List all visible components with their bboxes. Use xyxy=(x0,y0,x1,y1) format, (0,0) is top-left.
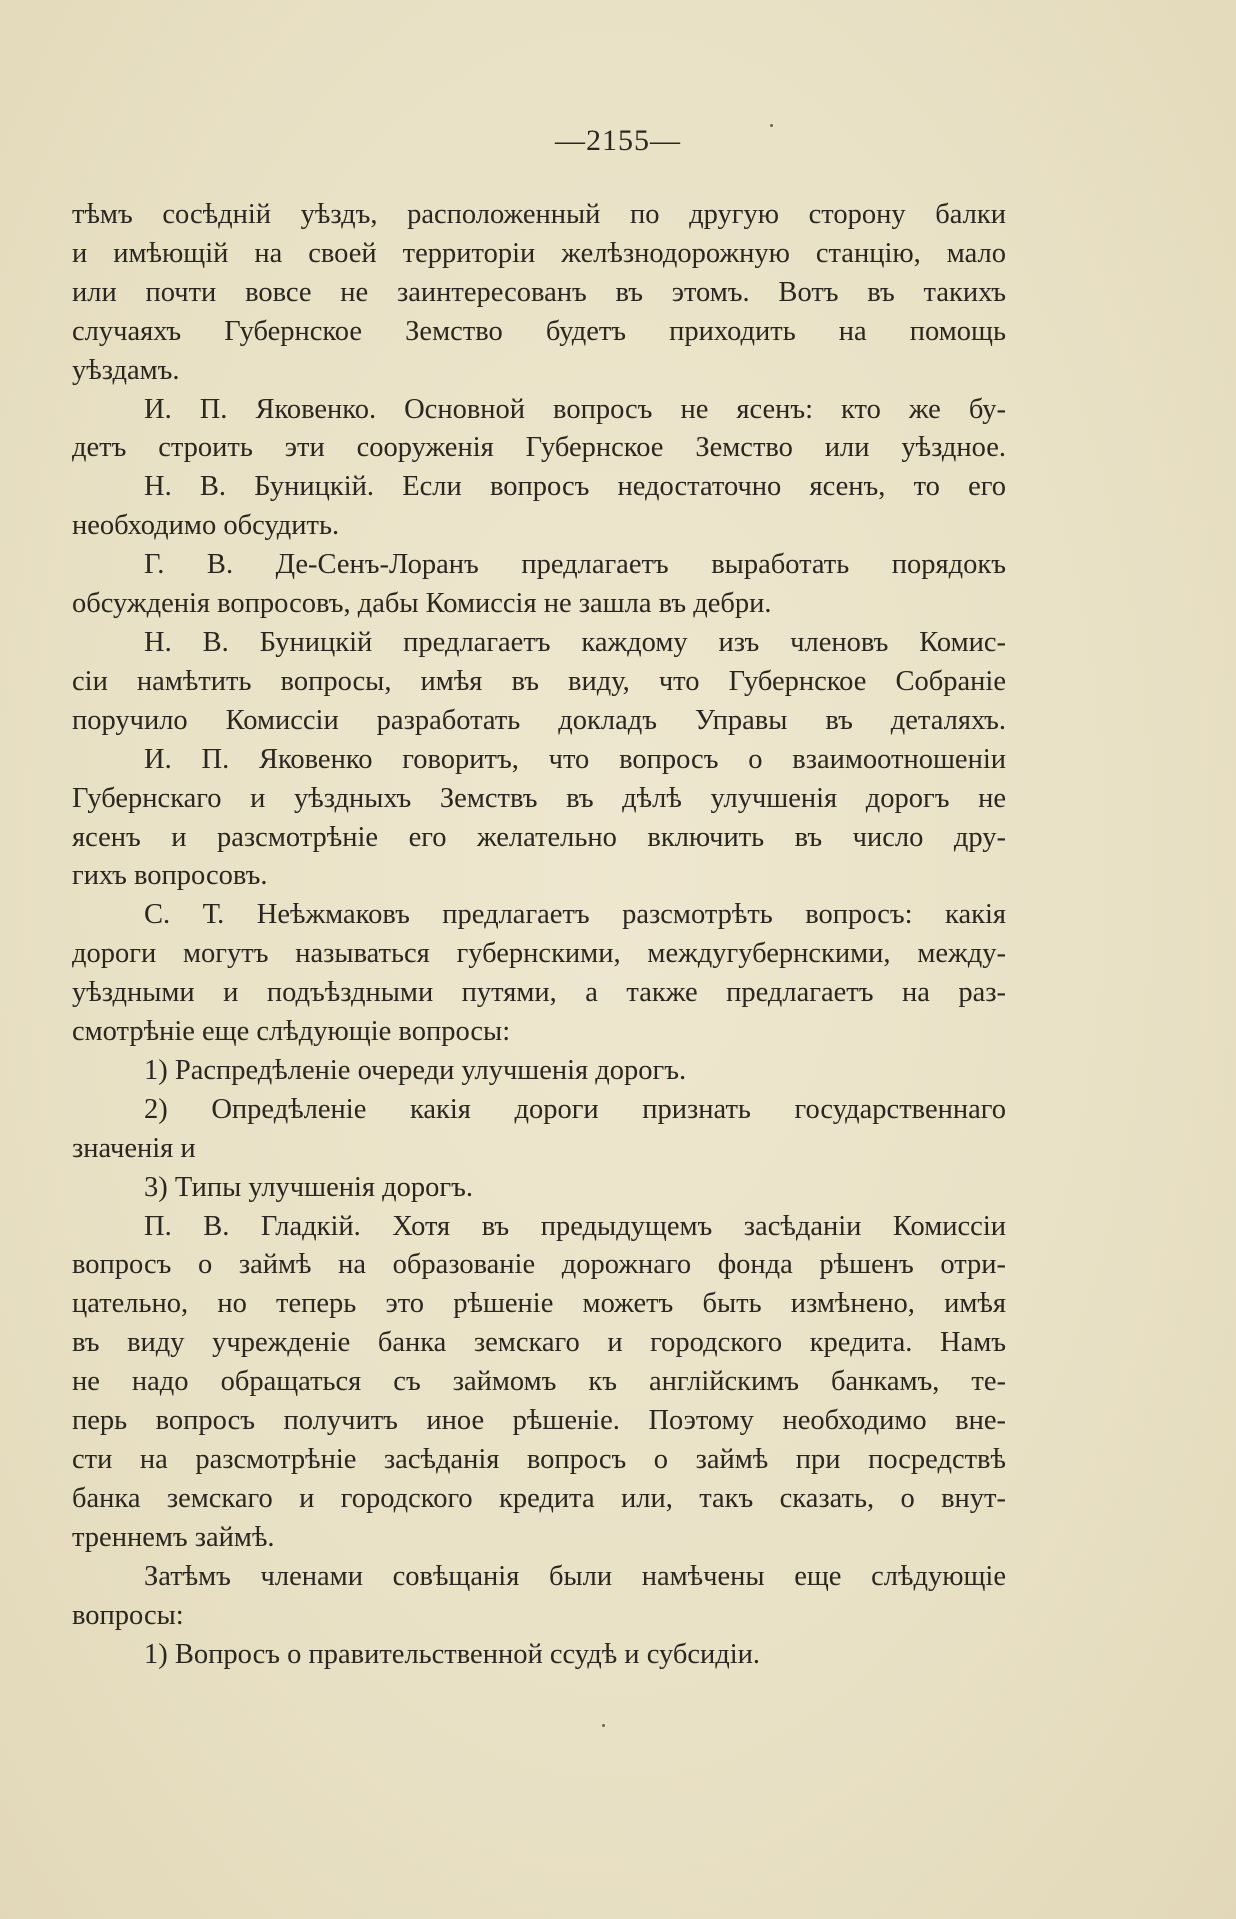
text-line: сти на разсмотрѣніе засѣданія вопросъ о займѣ при посредствѣ xyxy=(72,1444,1006,1475)
text-line: Затѣмъ членами совѣщанія были намѣчены еще слѣдующіе xyxy=(144,1560,1006,1592)
text-line: 1) Вопросъ о правительственной ссудѣ и субсидіи. xyxy=(144,1638,761,1670)
text-line: случаяхъ Губернское Земство будетъ приходить на помощь xyxy=(72,315,1006,347)
text-line: И. П. Яковенко говоритъ, что вопросъ о взаимоотношеніи xyxy=(144,743,1006,775)
text-line: смотрѣніе еще слѣдующіе вопросы: xyxy=(72,1016,511,1048)
text-line: не надо обращаться съ займомъ къ англійскимъ банкамъ, те- xyxy=(72,1366,1006,1398)
text-line: перь вопросъ получитъ иное рѣшеніе. Поэтому необходимо вне- xyxy=(72,1405,1006,1437)
text-line: тѣмъ сосѣдній уѣздъ, расположенный по другую сторону балки xyxy=(72,199,1006,230)
text-line: гихъ вопросовъ. xyxy=(72,860,268,892)
text-line: треннемъ займѣ. xyxy=(72,1521,275,1553)
text-line: вопросъ о займѣ на образованіе дорожнаго фонда рѣшенъ отри- xyxy=(72,1249,1006,1281)
page-number: —2155— xyxy=(555,124,681,157)
text-line: въ виду учрежденіе банка земскаго и городского кредита. Намъ xyxy=(72,1327,1006,1359)
text-line: обсужденія вопросовъ, дабы Комиссія не зашла въ дебри. xyxy=(72,588,772,620)
text-line: ясенъ и разсмотрѣніе его желательно включить въ число дру- xyxy=(72,821,1006,853)
text-line: уѣздными и подъѣздными путями, а также предлагаетъ на раз- xyxy=(72,977,1006,1009)
text-line: Н. В. Буницкій. Если вопросъ недостаточно ясенъ, то его xyxy=(144,471,1006,503)
text-line: вопросы: xyxy=(72,1599,184,1631)
text-line: дороги могутъ называться губернскими, междугубернскими, между- xyxy=(72,938,1006,970)
text-line: уѣздамъ. xyxy=(72,354,180,386)
text-line: И. П. Яковенко. Основной вопросъ не ясенъ: кто же бу- xyxy=(144,393,1006,425)
text-line: цательно, но теперь это рѣшеніе можетъ быть измѣнено, имѣя xyxy=(72,1288,1006,1320)
text-line: сіи намѣтить вопросы, имѣя въ виду, что Губернское Собраніе xyxy=(72,665,1006,697)
text-line: детъ строить эти сооруженія Губернское Земство или уѣздное. xyxy=(72,432,1006,464)
text-line: и имѣющій на своей территоріи желѣзнодорожную станцію, мало xyxy=(72,237,1006,269)
text-line: Губернскаго и уѣздныхъ Земствъ въ дѣлѣ улучшенія дорогъ не xyxy=(72,782,1006,814)
text-line: 1) Распредѣленіе очереди улучшенія дорогъ. xyxy=(144,1054,687,1086)
text-line: необходимо обсудить. xyxy=(72,510,340,542)
print-speck xyxy=(602,1724,605,1727)
text-line: поручило Комиссіи разработать докладъ Управы въ деталяхъ. xyxy=(72,704,1006,736)
text-line: Н. В. Буницкій предлагаетъ каждому изъ членовъ Комис- xyxy=(144,626,1006,658)
text-line: 2) Опредѣленіе какія дороги признать государственнаго xyxy=(144,1093,1006,1125)
text-line: С. Т. Неѣжмаковъ предлагаетъ разсмотрѣть вопросъ: какія xyxy=(144,899,1006,931)
body-text xyxy=(72,196,1006,1674)
text-line: Г. В. Де-Сенъ-Лоранъ предлагаетъ выработать порядокъ xyxy=(144,549,1006,581)
text-line: значенія и xyxy=(72,1132,196,1164)
text-line: или почти вовсе не заинтересованъ въ этомъ. Вотъ въ такихъ xyxy=(72,276,1006,308)
text-line: П. В. Гладкій. Хотя въ предыдущемъ засѣданіи Комиссіи xyxy=(144,1210,1006,1242)
print-speck xyxy=(770,124,773,127)
text-line: 3) Типы улучшенія дорогъ. xyxy=(144,1171,473,1203)
text-line: банка земскаго и городского кредита или, такъ сказать, о внут- xyxy=(72,1482,1006,1514)
